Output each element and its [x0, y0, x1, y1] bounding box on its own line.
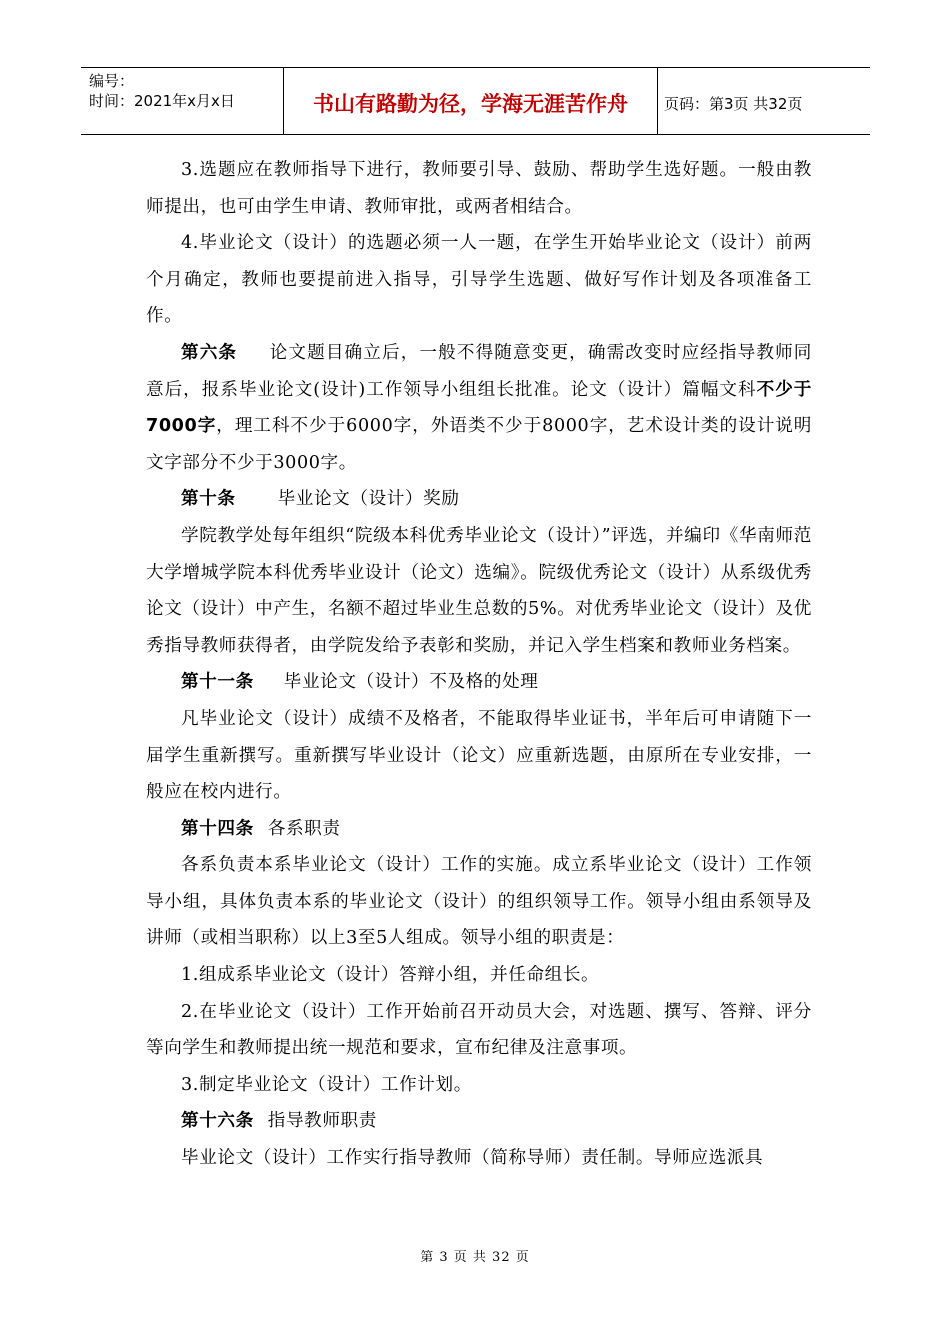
article-16-heading-line: [146, 1103, 812, 1140]
article-6-bold: 不少于7000字: [146, 379, 812, 437]
article-14-item-2: 2.在毕业论文（设计）工作开始前召开动员大会，对选题、撰写、答辩、评分等向学生和教师提出统一规范和要求，宣布纪律及注意事项。: [146, 1001, 812, 1059]
article-14-title: 第十四条: [181, 818, 254, 839]
article-10-heading-line: [146, 481, 812, 518]
paragraph-selection-4: 4.毕业论文（设计）的选题必须一人一题，在学生开始毕业论文（设计）前两个月确定，教师也要提前进入指导，引导学生选题、做好写作计划及各项准备工作。: [146, 233, 812, 327]
article-14-item-1: 1.组成系毕业论文（设计）答辩小组，并任命组长。: [181, 965, 600, 986]
header-meta-cell: [81, 68, 284, 134]
article-10-body: 学院教学处每年组织“院级本科优秀毕业论文（设计）”评选，并编印《华南师范大学增城学院本科优秀毕业设计（论文）选编》。院级优秀论文（设计）从系级优秀论文（设计）中产生，名额不超过毕业生总数的5%。对优秀毕业论文（设计）及优秀指导教师获得者，由学院发给予表彰和奖励，并记入学生档案和教师业务档案。: [146, 525, 812, 656]
article-14-heading-line: [146, 811, 812, 848]
paragraph-selection-3: 3.选题应在教师指导下进行，教师要引导、鼓励、帮助学生选好题。一般由教师提出，也可由学生申请、教师审批，或两者相结合。: [146, 160, 812, 217]
article-6-text-cont: ，理工科不少于6000字，外语类不少于8000字，艺术设计类的设计说明文字部分不少于3000字。: [146, 416, 813, 473]
article-16-title: 第十六条: [181, 1111, 254, 1132]
article-11-title: 第十一条: [181, 672, 254, 693]
document-body: [146, 152, 812, 1177]
article-10-title: 第十条: [181, 489, 236, 510]
article-16-heading: 指导教师职责: [267, 1111, 377, 1132]
article-6-text: 论文题目确立后，一般不得随意变更，确需改变时应经指导教师同意后，报系毕业论文(设计)工作领导小组组长批准。论文（设计）篇幅文科: [146, 342, 812, 400]
article-11-heading-line: [146, 664, 812, 701]
article-11-heading: 毕业论文（设计）不及格的处理: [283, 672, 539, 693]
article-6-title: 第六条: [181, 342, 238, 363]
header-motto: 书山有路勤为径，学海无涯苦作舟: [284, 68, 658, 134]
article-14-item-3: 3.制定毕业论文（设计）工作计划。: [181, 1074, 472, 1095]
time-label: 时间：2021年x月x日: [89, 92, 235, 110]
article-11-body: 凡毕业论文（设计）成绩不及格者，不能取得毕业证书，半年后可申请随下一届学生重新撰写。重新撰写毕业设计（论文）应重新选题，由原所在专业安排，一般应在校内进行。: [146, 708, 812, 803]
article-10-heading: 毕业论文（设计）奖励: [277, 489, 460, 510]
header-page-info: 页码：第3页 共32页: [664, 94, 803, 113]
article-14-body: 各系负责本系毕业论文（设计）工作的实施。成立系毕业论文（设计）工作领导小组，具体负责本系的毕业论文（设计）的组织领导工作。领导小组由系领导及讲师（或相当职称）以上3至5人组成。领导小组的职责是：: [146, 855, 812, 949]
article-6: [146, 335, 812, 481]
document-header: [81, 67, 870, 135]
article-16-body: 毕业论文（设计）工作实行指导教师（简称导师）责任制。导师应选派具: [181, 1148, 764, 1169]
article-14-heading: 各系职责: [267, 818, 341, 839]
number-label: 编号：: [89, 72, 135, 90]
page-footer: 第 3 页 共 32 页: [420, 1250, 530, 1265]
